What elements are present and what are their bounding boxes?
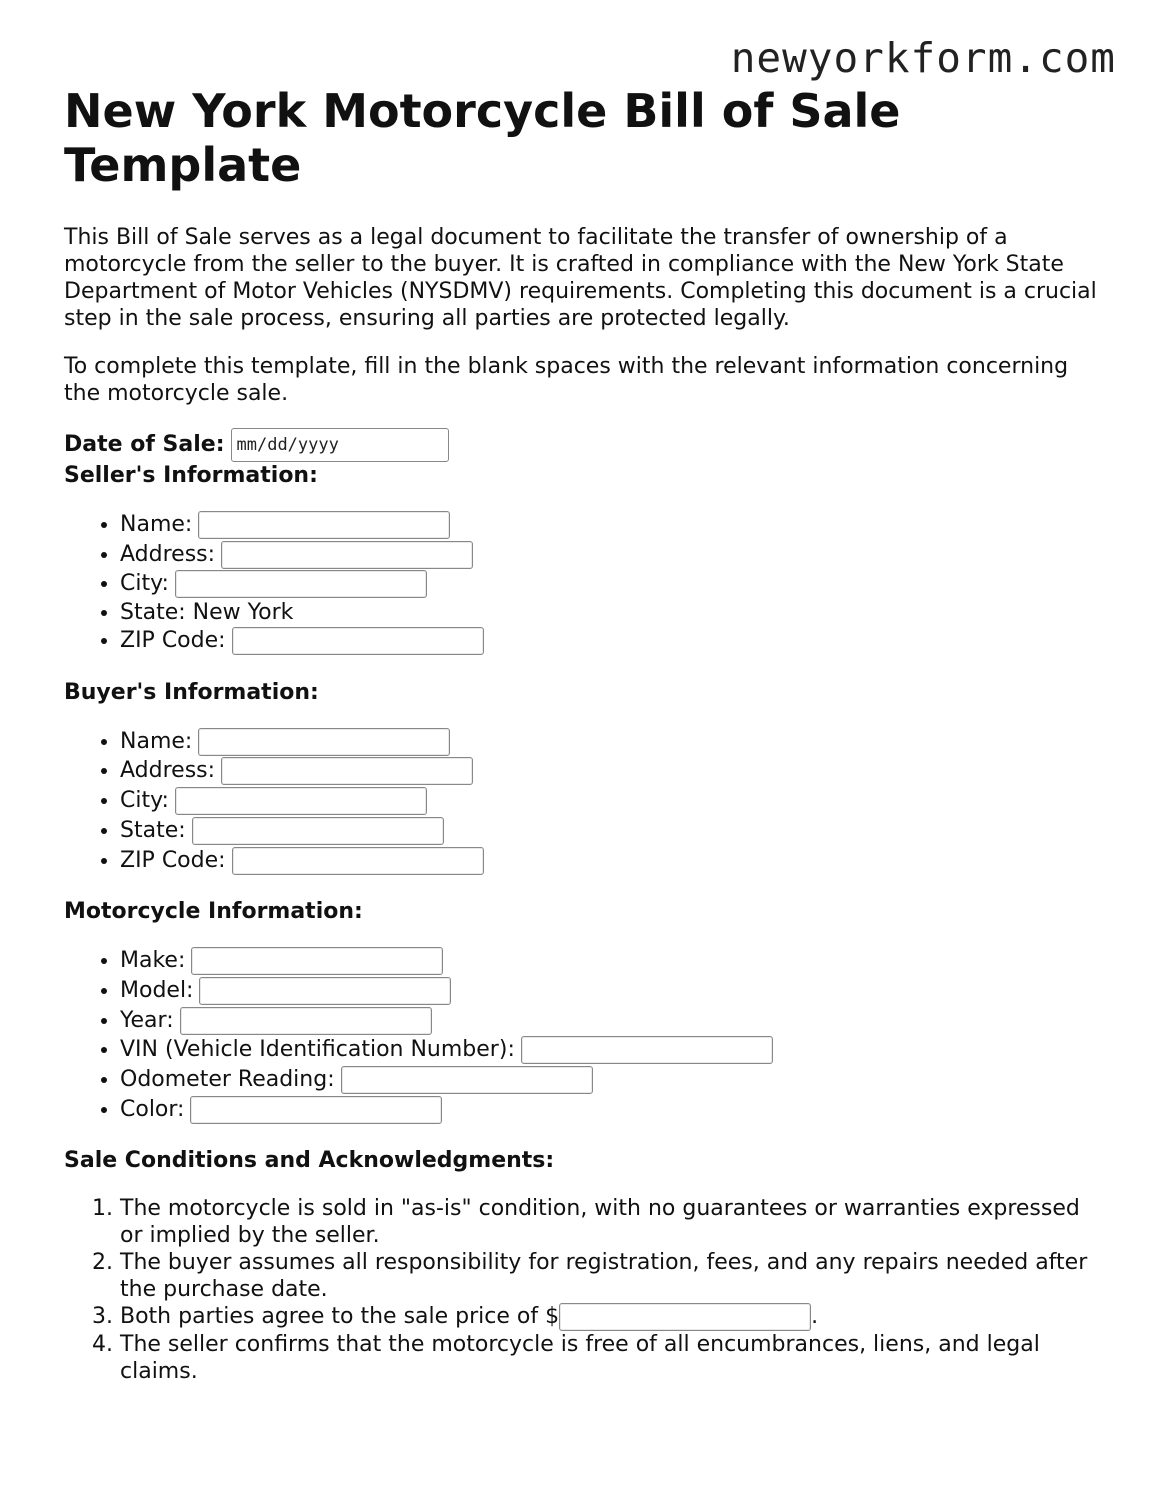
seller-address-item [120, 540, 1104, 570]
seller-name-input[interactable] [198, 511, 450, 539]
buyer-city-input[interactable] [175, 787, 427, 815]
conditions-section-title: Sale Conditions and Acknowledgments: [64, 1148, 555, 1174]
page-title: New York Motorcycle Bill of Sale Template [64, 84, 901, 192]
buyer-name-label: Name: [120, 728, 193, 754]
seller-city-input[interactable] [175, 570, 427, 598]
seller-fields-list [64, 510, 1104, 656]
seller-zip-input[interactable] [232, 627, 484, 655]
motorcycle-vin-item [120, 1035, 1104, 1065]
buyer-section-title: Buyer's Information: [64, 679, 319, 705]
buyer-state-item [120, 816, 1104, 846]
sale-price-suffix: . [811, 1304, 819, 1330]
seller-name-item [120, 510, 1104, 540]
buyer-city-label: City: [120, 788, 169, 814]
motorcycle-year-item [120, 1006, 1104, 1036]
motorcycle-model-label: Model: [120, 977, 194, 1003]
buyer-zip-input[interactable] [232, 847, 484, 875]
seller-city-label: City: [120, 571, 169, 597]
date-of-sale-label: Date of Sale: [64, 432, 225, 457]
conditions-list [64, 1195, 1104, 1385]
condition-item-1: 1. The motorcycle is sold in "as-is" condition, with no guarantees or warranties expressed or implied by the seller. [120, 1195, 1104, 1249]
buyer-state-input[interactable] [192, 817, 444, 845]
seller-zip-label: ZIP Code: [120, 628, 226, 654]
date-of-sale-row [64, 428, 1104, 462]
seller-zip-item [120, 626, 1104, 656]
document-body [64, 84, 1104, 1408]
condition-item-2: 2. The buyer assumes all responsibility for registration, fees, and any repairs needed after the purchase date. [120, 1249, 1104, 1303]
motorcycle-make-item [120, 946, 1104, 976]
motorcycle-section-title: Motorcycle Information: [64, 899, 363, 925]
buyer-address-input[interactable] [221, 757, 473, 785]
seller-address-label: Address: [120, 541, 216, 567]
seller-state-text: State: New York [120, 600, 294, 626]
seller-name-label: Name: [120, 512, 193, 537]
motorcycle-year-label: Year: [120, 1007, 174, 1033]
motorcycle-odometer-input[interactable] [341, 1066, 593, 1094]
motorcycle-color-label: Color: [120, 1096, 185, 1122]
motorcycle-model-input[interactable] [199, 977, 451, 1005]
motorcycle-vin-input[interactable] [521, 1036, 773, 1064]
motorcycle-make-input[interactable] [191, 947, 443, 975]
motorcycle-odometer-item [120, 1065, 1104, 1095]
buyer-city-item [120, 786, 1104, 816]
motorcycle-color-input[interactable] [190, 1096, 442, 1124]
site-watermark: newyorkform.com [730, 34, 1116, 82]
seller-section-title: Seller's Information: [64, 463, 318, 488]
date-of-sale-input[interactable]: mm/dd/yyyy [231, 428, 449, 462]
motorcycle-vin-label: VIN (Vehicle Identification Number): [120, 1037, 515, 1063]
buyer-fields-list [64, 727, 1104, 875]
seller-state-item [120, 599, 1104, 626]
buyer-address-item [120, 756, 1104, 786]
motorcycle-fields-list [64, 946, 1104, 1124]
condition-item-3 [120, 1303, 1104, 1331]
buyer-address-label: Address: [120, 758, 216, 784]
buyer-zip-label: ZIP Code: [120, 847, 226, 873]
motorcycle-color-item [120, 1095, 1104, 1125]
seller-address-input[interactable] [221, 541, 473, 569]
buyer-state-label: State: [120, 817, 186, 843]
motorcycle-make-label: Make: [120, 948, 186, 974]
motorcycle-odometer-label: Odometer Reading: [120, 1066, 335, 1092]
buyer-name-item [120, 727, 1104, 757]
seller-city-item [120, 569, 1104, 599]
motorcycle-year-input[interactable] [180, 1007, 432, 1035]
sale-price-prefix: Both parties agree to the sale price of $ [120, 1304, 560, 1330]
intro-paragraph: This Bill of Sale serves as a legal document to facilitate the transfer of ownership of a motorcycle from the seller to the buyer. It is crafted in compliance with the New York State Department of Motor Vehicles (NYSDMV) requirements. Completing this document is a crucial step in the sale process, ensuring all parties are protected legally. [64, 225, 1097, 331]
motorcycle-model-item [120, 976, 1104, 1006]
buyer-zip-item [120, 846, 1104, 876]
buyer-name-input[interactable] [198, 728, 450, 756]
condition-item-4: 4. The seller confirms that the motorcycle is free of all encumbrances, liens, and legal claims. [120, 1331, 1104, 1385]
instructions-paragraph: To complete this template, fill in the blank spaces with the relevant information concerning the motorcycle sale. [64, 354, 1069, 406]
sale-price-input[interactable] [559, 1303, 811, 1331]
